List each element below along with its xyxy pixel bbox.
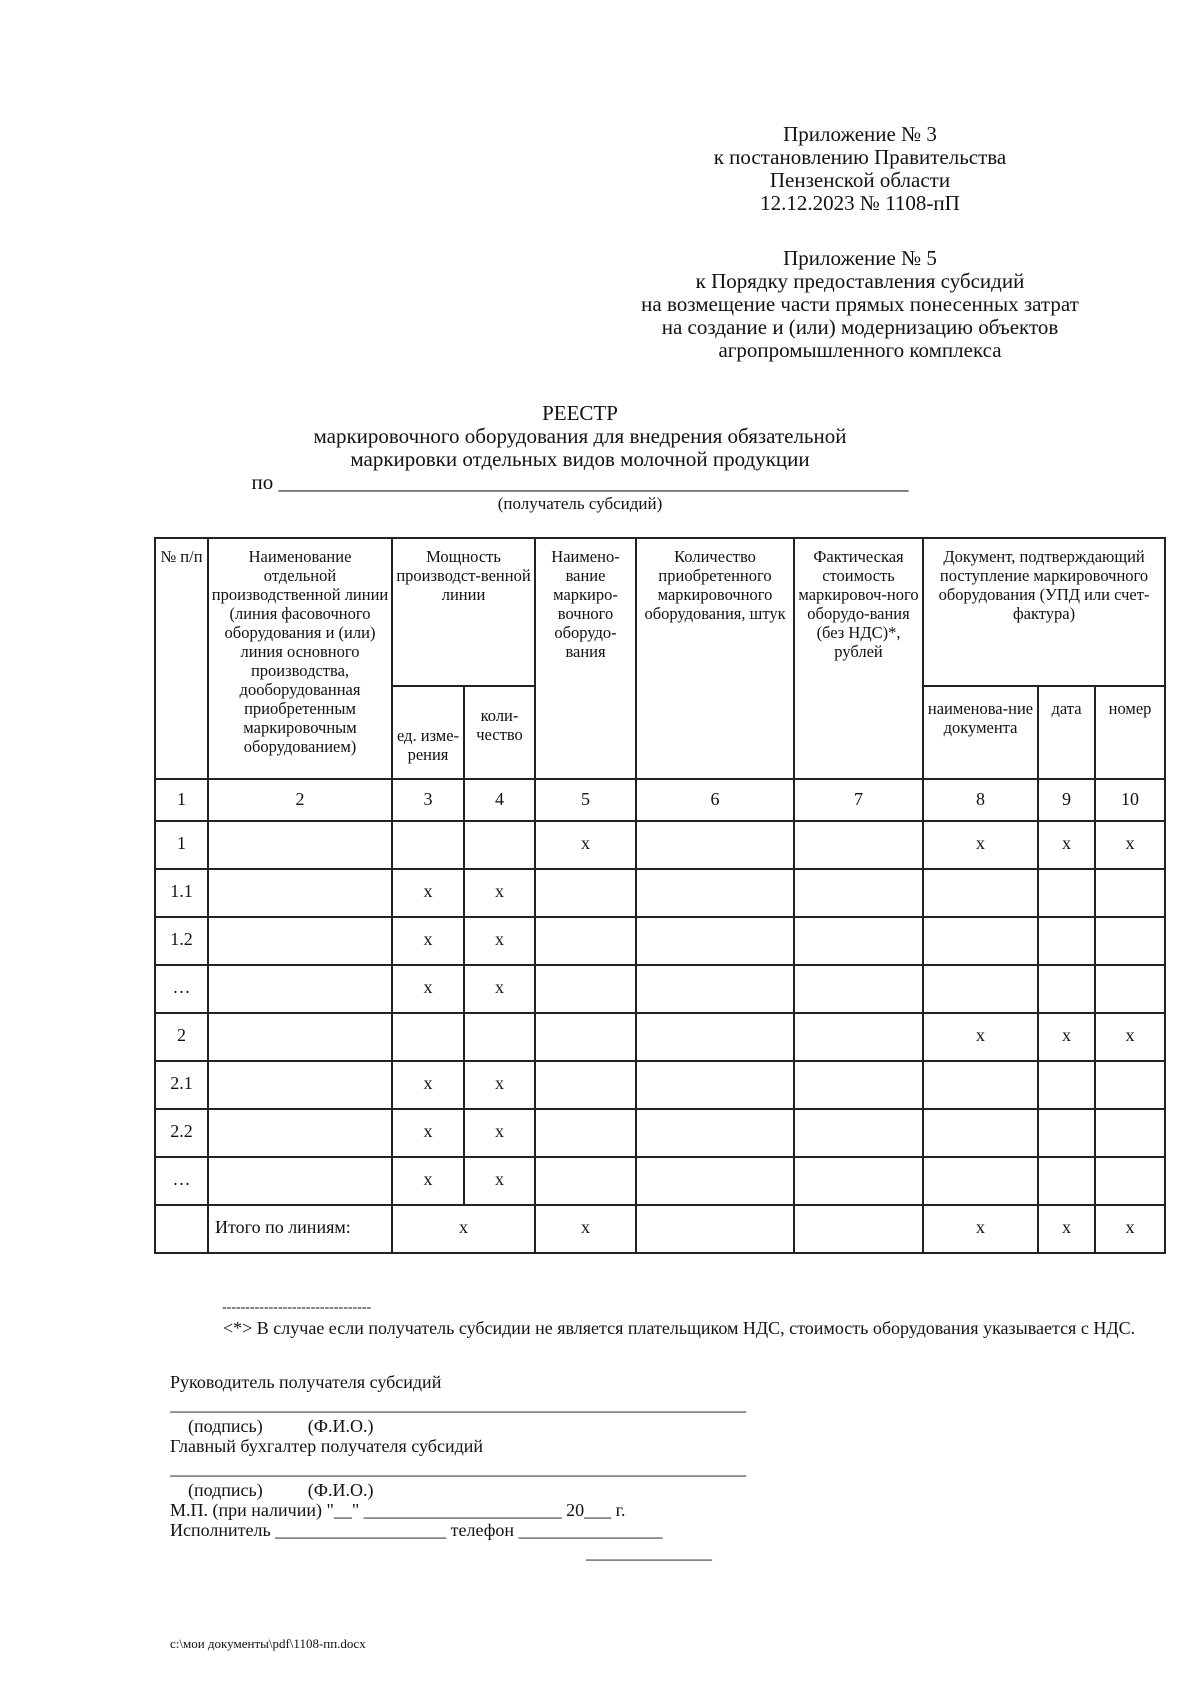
actual-cost-cell	[794, 917, 923, 965]
doc-date-cell	[1038, 869, 1095, 917]
line-name-cell	[208, 965, 392, 1013]
stamp-date-line: М.П. (при наличии) "__" ______________________ 20___ г.	[170, 1500, 626, 1520]
column-number: 4	[464, 779, 535, 821]
line-name-cell	[208, 869, 392, 917]
table-row	[155, 821, 1165, 869]
doc-name-cell	[923, 1061, 1038, 1109]
doc-number-cell	[1095, 1109, 1165, 1157]
doc-date-cell	[1038, 965, 1095, 1013]
actual-cost-cell	[794, 965, 923, 1013]
table-row	[155, 1109, 1165, 1157]
accountant-signature-line: ________________________________________________________________	[170, 1458, 746, 1478]
doc-name-cell: x	[923, 1013, 1038, 1061]
column-number: 3	[392, 779, 464, 821]
head-signature-caption: (подпись) (Ф.И.О.)	[188, 1416, 374, 1436]
equipment-count-cell	[636, 1109, 794, 1157]
row-number-cell: 1	[155, 821, 208, 869]
doc-number-cell: x	[1095, 1013, 1165, 1061]
total-equipment-count	[636, 1205, 794, 1253]
header-actual-cost: Фактическая стоимость маркировоч-ного оборудо-вания (без НДС)*, рублей	[794, 538, 923, 779]
quantity-cell: x	[464, 965, 535, 1013]
title-line: маркировки отдельных видов молочной продукции	[350, 447, 810, 471]
table-row	[155, 1061, 1165, 1109]
unit-cell: x	[392, 1157, 464, 1205]
quantity-cell: x	[464, 917, 535, 965]
accountant-signature-caption: (подпись) (Ф.И.О.)	[188, 1480, 374, 1500]
equipment-count-cell	[636, 965, 794, 1013]
appendix-3-line: Пензенской области	[769, 168, 951, 192]
recipient-caption: (получатель субсидий)	[497, 494, 663, 513]
equipment-name-cell	[535, 965, 636, 1013]
actual-cost-cell	[794, 1061, 923, 1109]
appendix-3-line: Приложение № 3	[783, 122, 937, 146]
actual-cost-cell	[794, 869, 923, 917]
column-number: 9	[1038, 779, 1095, 821]
total-equipment-name: x	[535, 1205, 636, 1253]
doc-number-cell	[1095, 1157, 1165, 1205]
title-by-line: по ____________________________________________________________	[251, 470, 909, 494]
header-document: Документ, подтверждающий поступление маркировочного оборудования (УПД или счет-фактура)	[923, 538, 1165, 686]
doc-number-cell	[1095, 869, 1165, 917]
header-capacity: Мощность производст-венной линии	[392, 538, 535, 686]
row-number-cell: 2	[155, 1013, 208, 1061]
header-doc-number: номер	[1095, 686, 1165, 779]
table-row	[155, 1013, 1165, 1061]
actual-cost-cell	[794, 821, 923, 869]
appendix-5-block	[600, 247, 1120, 362]
doc-date-cell: x	[1038, 821, 1095, 869]
total-label: Итого по линиям:	[208, 1205, 392, 1253]
doc-number-cell: x	[1095, 821, 1165, 869]
total-capacity: x	[392, 1205, 535, 1253]
column-number: 1	[155, 779, 208, 821]
equipment-count-cell	[636, 1061, 794, 1109]
header-equipment-name: Наимено-вание маркиро-вочного оборудо-вания	[535, 538, 636, 779]
unit-cell: x	[392, 1109, 464, 1157]
footnote-text: <*> В случае если получатель субсидии не является плательщиком НДС, стоимость оборудования указывается с НДС.	[223, 1318, 1136, 1338]
head-signature-label: Руководитель получателя субсидий	[170, 1372, 442, 1392]
line-name-cell	[208, 1013, 392, 1061]
doc-name-cell	[923, 1157, 1038, 1205]
equipment-name-cell: x	[535, 821, 636, 869]
unit-cell: x	[392, 965, 464, 1013]
unit-cell: x	[392, 917, 464, 965]
executor-line: Исполнитель ___________________ телефон ________________	[170, 1520, 663, 1540]
title-main: РЕЕСТР	[542, 401, 618, 425]
doc-date-cell	[1038, 1109, 1095, 1157]
equipment-name-cell	[535, 1013, 636, 1061]
total-doc-date: x	[1038, 1205, 1095, 1253]
table-row	[155, 917, 1165, 965]
row-number-cell: …	[155, 965, 208, 1013]
unit-cell: x	[392, 1061, 464, 1109]
column-number: 10	[1095, 779, 1165, 821]
doc-date-cell	[1038, 917, 1095, 965]
table-row	[155, 869, 1165, 917]
equipment-count-cell	[636, 1157, 794, 1205]
doc-number-cell	[1095, 917, 1165, 965]
column-numbers-row	[155, 779, 1165, 821]
total-cell	[155, 1205, 208, 1253]
file-path: c:\мои документы\pdf\1108-пп.docx	[170, 1636, 366, 1651]
header-doc-name: наименова-ние документа	[923, 686, 1038, 779]
equipment-count-cell	[636, 1013, 794, 1061]
appendix-3-line: к постановлению Правительства	[713, 145, 1007, 169]
header-unit: ед. изме-рения	[392, 686, 464, 779]
equipment-name-cell	[535, 869, 636, 917]
quantity-cell: x	[464, 1157, 535, 1205]
equipment-name-cell	[535, 1109, 636, 1157]
equipment-count-cell	[636, 869, 794, 917]
appendix-5-line: к Порядку предоставления субсидий	[695, 269, 1025, 293]
actual-cost-cell	[794, 1157, 923, 1205]
footnote-separator: --------------------------------	[222, 1300, 372, 1315]
column-number: 8	[923, 779, 1038, 821]
appendix-5-line: агропромышленного комплекса	[718, 338, 1002, 362]
doc-date-cell	[1038, 1157, 1095, 1205]
actual-cost-cell	[794, 1109, 923, 1157]
column-number: 6	[636, 779, 794, 821]
doc-name-cell	[923, 1109, 1038, 1157]
doc-name-cell: x	[923, 821, 1038, 869]
quantity-cell: x	[464, 1061, 535, 1109]
head-signature-line: ________________________________________________________________	[170, 1394, 746, 1414]
doc-name-cell	[923, 869, 1038, 917]
line-name-cell	[208, 1109, 392, 1157]
total-cost	[794, 1205, 923, 1253]
quantity-cell	[464, 821, 535, 869]
line-name-cell	[208, 917, 392, 965]
column-number: 5	[535, 779, 636, 821]
doc-name-cell	[923, 917, 1038, 965]
equipment-count-cell	[636, 821, 794, 869]
header-number: № п/п	[155, 538, 208, 779]
total-doc-number: x	[1095, 1205, 1165, 1253]
line-name-cell	[208, 821, 392, 869]
quantity-cell: x	[464, 1109, 535, 1157]
row-number-cell: 2.1	[155, 1061, 208, 1109]
total-row	[155, 1205, 1165, 1253]
total-doc-name: x	[923, 1205, 1038, 1253]
doc-number-cell	[1095, 1061, 1165, 1109]
column-number: 2	[208, 779, 392, 821]
appendix-3-line: 12.12.2023 № 1108-пП	[760, 191, 960, 215]
table-row	[155, 965, 1165, 1013]
header-quantity: коли-чество	[464, 686, 535, 779]
unit-cell: x	[392, 869, 464, 917]
unit-cell	[392, 1013, 464, 1061]
closing-line: ______________	[586, 1542, 712, 1562]
actual-cost-cell	[794, 1013, 923, 1061]
row-number-cell: 2.2	[155, 1109, 208, 1157]
equipment-name-cell	[535, 917, 636, 965]
header-line-name: Наименование отдельной производственной линии (линия фасовочного оборудования и (или) линия основного производства, дооборудованная приобретенным маркировочным оборудованием)	[208, 538, 392, 779]
quantity-cell: x	[464, 869, 535, 917]
header-doc-date: дата	[1038, 686, 1095, 779]
equipment-name-cell	[535, 1157, 636, 1205]
appendix-5-line: на возмещение части прямых понесенных затрат	[641, 292, 1079, 316]
doc-date-cell: x	[1038, 1013, 1095, 1061]
appendix-5-line: Приложение № 5	[783, 246, 937, 270]
unit-cell	[392, 821, 464, 869]
appendix-3-block	[640, 123, 1080, 215]
quantity-cell	[464, 1013, 535, 1061]
line-name-cell	[208, 1157, 392, 1205]
equipment-count-cell	[636, 917, 794, 965]
accountant-signature-label: Главный бухгалтер получателя субсидий	[170, 1436, 484, 1456]
table-body	[155, 821, 1165, 1205]
register-table	[154, 537, 1166, 1254]
doc-number-cell	[1095, 965, 1165, 1013]
column-number: 7	[794, 779, 923, 821]
table-row	[155, 1157, 1165, 1205]
equipment-name-cell	[535, 1061, 636, 1109]
row-number-cell: …	[155, 1157, 208, 1205]
header-equipment-count: Количество приобретенного маркировочного оборудования, штук	[636, 538, 794, 779]
row-number-cell: 1.1	[155, 869, 208, 917]
line-name-cell	[208, 1061, 392, 1109]
doc-date-cell	[1038, 1061, 1095, 1109]
title-line: маркировочного оборудования для внедрения обязательной	[313, 424, 847, 448]
register-title	[200, 402, 960, 514]
appendix-5-line: на создание и (или) модернизацию объектов	[661, 315, 1059, 339]
row-number-cell: 1.2	[155, 917, 208, 965]
doc-name-cell	[923, 965, 1038, 1013]
